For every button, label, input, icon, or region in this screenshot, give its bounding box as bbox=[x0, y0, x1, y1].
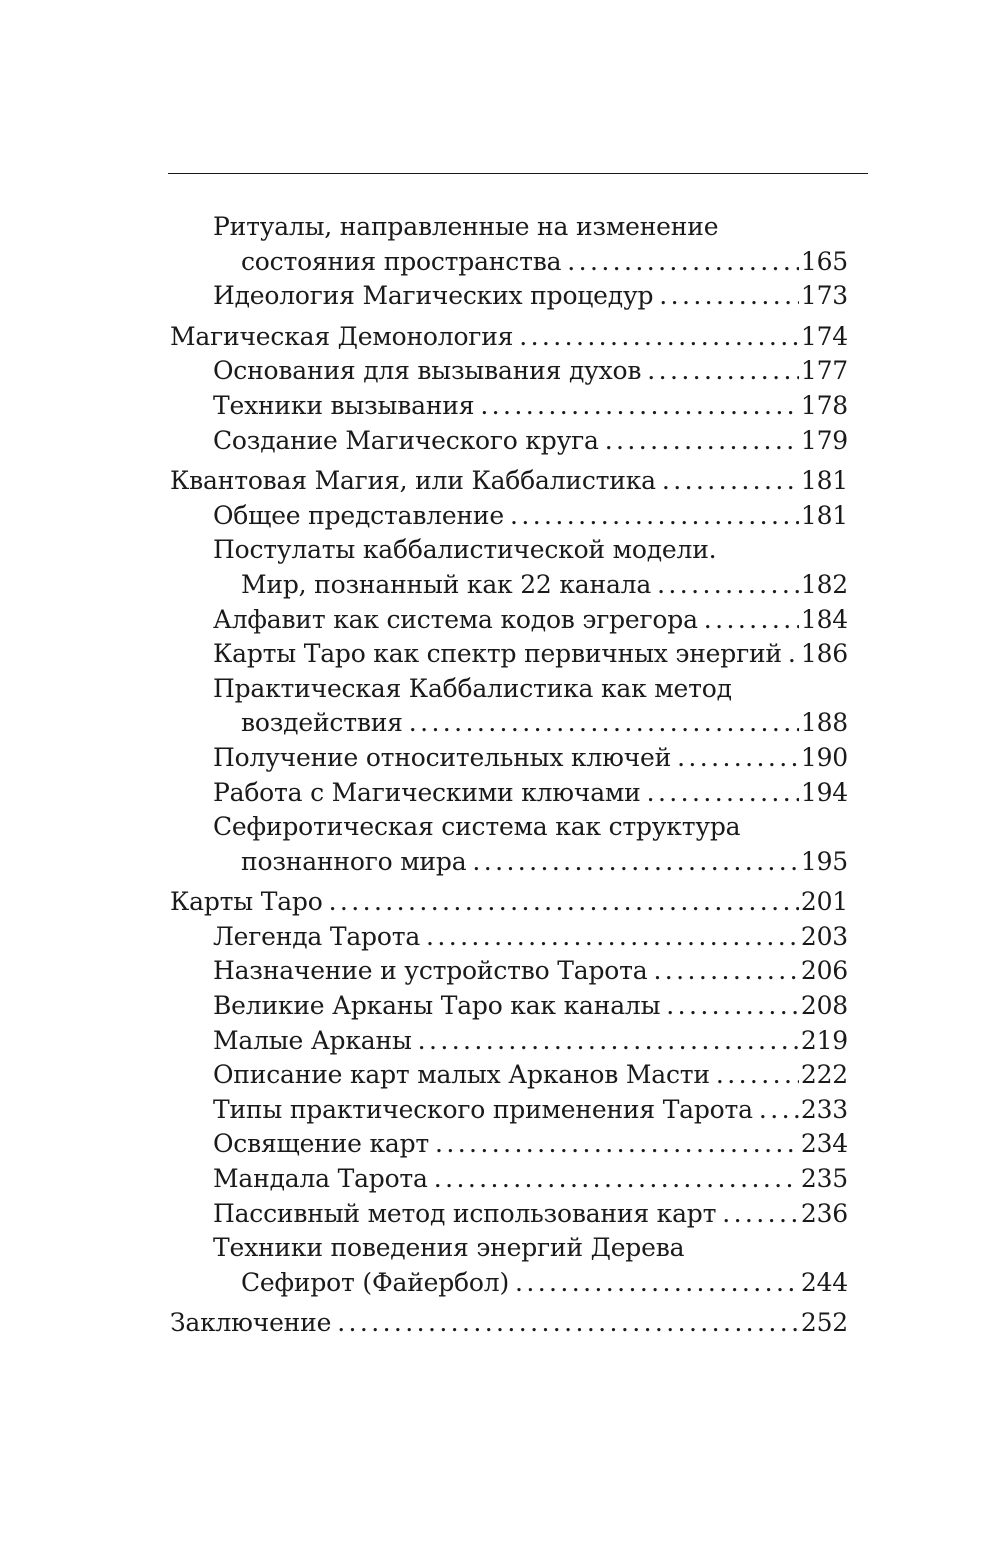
toc-leader-dots bbox=[659, 279, 799, 314]
toc-entry bbox=[170, 920, 848, 955]
toc-entry-title: Мандала Тарота bbox=[213, 1164, 428, 1194]
toc-entry-title: Типы практического применения Тарота bbox=[213, 1094, 753, 1124]
toc-page-number: 182 bbox=[800, 569, 848, 599]
toc-entry bbox=[170, 1127, 848, 1162]
toc-page-number: 190 bbox=[800, 742, 848, 772]
toc-entry-title: Описание карт малых Арканов Масти bbox=[213, 1060, 710, 1090]
toc-page-number: 235 bbox=[800, 1164, 848, 1194]
toc-entry bbox=[170, 989, 848, 1024]
toc-entry-title: Квантовая Магия, или Каббалистика bbox=[170, 466, 656, 496]
toc-entry-title: Легенда Тарота bbox=[213, 921, 421, 951]
toc-entry bbox=[170, 464, 848, 499]
toc-entry bbox=[170, 845, 848, 880]
toc-entry bbox=[170, 389, 848, 424]
toc-page-number: 173 bbox=[800, 281, 848, 311]
toc-entry-title: Назначение и устройство Тарота bbox=[213, 956, 648, 986]
toc-page-number: 222 bbox=[800, 1060, 848, 1090]
toc-leader-dots bbox=[647, 354, 799, 389]
toc-leader-dots bbox=[426, 920, 799, 955]
toc-leader-dots bbox=[677, 741, 799, 776]
toc-entry-title: Основания для вызывания духов bbox=[213, 356, 642, 386]
toc-entry-title: Карты Таро bbox=[170, 887, 323, 917]
toc-entry bbox=[170, 210, 848, 245]
toc-entry bbox=[170, 245, 848, 280]
toc-entry bbox=[170, 1231, 848, 1266]
toc-leader-dots bbox=[704, 603, 799, 638]
toc-page-number: 206 bbox=[800, 956, 848, 986]
toc-page-number: 252 bbox=[800, 1308, 848, 1338]
toc-page-number: 177 bbox=[800, 356, 848, 386]
toc-entry bbox=[170, 1197, 848, 1232]
toc-entry bbox=[170, 706, 848, 741]
toc-entry-title: Малые Арканы bbox=[213, 1025, 412, 1055]
toc-leader-dots bbox=[480, 389, 799, 424]
toc-entry bbox=[170, 533, 848, 568]
toc-entry bbox=[170, 810, 848, 845]
toc-entry-title: Мир, познанный как 22 канала bbox=[241, 569, 652, 599]
toc-entry-title: Пассивный метод использования карт bbox=[213, 1198, 717, 1228]
toc-entry bbox=[170, 637, 848, 672]
toc-page-number: 234 bbox=[800, 1129, 848, 1159]
toc-entry-title: Ритуалы, направленные на изменение bbox=[213, 212, 719, 241]
toc-page-number: 181 bbox=[800, 500, 848, 530]
toc-leader-dots bbox=[662, 464, 799, 499]
toc-page-number: 179 bbox=[800, 425, 848, 455]
toc-leader-dots bbox=[418, 1024, 799, 1059]
toc-entry-title: Сефирот (Файербол) bbox=[241, 1267, 509, 1297]
toc-page-number: 219 bbox=[800, 1025, 848, 1055]
toc-leader-dots bbox=[567, 245, 799, 280]
header-rule bbox=[168, 173, 868, 174]
toc-page-number: 188 bbox=[800, 708, 848, 738]
toc-entry bbox=[170, 1306, 848, 1341]
toc-page-number: 181 bbox=[800, 466, 848, 496]
toc-entry bbox=[170, 279, 848, 314]
toc-entry-title: Техники вызывания bbox=[213, 390, 475, 420]
toc-entry bbox=[170, 1093, 848, 1128]
toc-entry-title: состояния пространства bbox=[241, 246, 562, 276]
toc-leader-dots bbox=[657, 568, 799, 603]
toc-entry bbox=[170, 1058, 848, 1093]
toc-entry bbox=[170, 603, 848, 638]
toc-leader-dots bbox=[515, 1266, 799, 1301]
toc-entry bbox=[170, 424, 848, 459]
toc-page-number: 203 bbox=[800, 921, 848, 951]
toc-entry-title: Карты Таро как спектр первичных энергий bbox=[213, 639, 782, 669]
toc-entry-title: Получение относительных ключей bbox=[213, 742, 672, 772]
toc-entry bbox=[170, 885, 848, 920]
toc-leader-dots bbox=[434, 1162, 799, 1197]
toc-entry-title: Техники поведения энергий Дерева bbox=[213, 1233, 685, 1263]
toc-entry bbox=[170, 954, 848, 989]
toc-page-number: 186 bbox=[800, 639, 848, 669]
toc-entry bbox=[170, 1266, 848, 1301]
toc-leader-dots bbox=[666, 989, 799, 1024]
toc-entry-title: Великие Арканы Таро как каналы bbox=[213, 991, 661, 1021]
toc-entry-title: Практическая Каббалистика как метод bbox=[213, 673, 732, 703]
toc-leader-dots bbox=[653, 954, 798, 989]
toc-leader-dots bbox=[759, 1093, 799, 1128]
toc-entry bbox=[170, 1162, 848, 1197]
toc-entry-title: Освящение карт bbox=[213, 1129, 430, 1159]
toc-page-number: 201 bbox=[800, 887, 848, 917]
toc-entry bbox=[170, 568, 848, 603]
toc-entry-title: Общее представление bbox=[213, 500, 504, 530]
toc-page-number: 194 bbox=[800, 777, 848, 807]
toc-page-number: 233 bbox=[800, 1094, 848, 1124]
toc-entry-title: Создание Магического круга bbox=[213, 425, 599, 455]
toc-leader-dots bbox=[647, 776, 799, 811]
toc-entry bbox=[170, 776, 848, 811]
toc-leader-dots bbox=[716, 1058, 799, 1093]
toc-entry bbox=[170, 741, 848, 776]
toc-entry bbox=[170, 672, 848, 707]
toc-page-number: 184 bbox=[800, 604, 848, 634]
toc-entry-title: Магическая Демонология bbox=[170, 321, 514, 351]
toc-entry-title: Постулаты каббалистической модели. bbox=[213, 535, 717, 565]
toc-leader-dots bbox=[329, 885, 799, 920]
toc-page-number: 208 bbox=[800, 991, 848, 1021]
toc-leader-dots bbox=[435, 1127, 799, 1162]
toc-entry-title: познанного мира bbox=[241, 846, 467, 876]
toc-entry-title: Работа с Магическими ключами bbox=[213, 777, 641, 807]
toc-leader-dots bbox=[472, 845, 798, 880]
toc-page-number: 165 bbox=[800, 246, 848, 276]
toc-leader-dots bbox=[605, 424, 799, 459]
toc-entry-title: Алфавит как система кодов эгрегора bbox=[213, 604, 698, 634]
toc-leader-dots bbox=[519, 320, 799, 355]
toc-entry-title: Заключение bbox=[170, 1308, 332, 1338]
toc-entry-title: воздействия bbox=[241, 708, 403, 738]
table-of-contents bbox=[170, 210, 848, 1341]
toc-entry bbox=[170, 354, 848, 389]
toc-entry bbox=[170, 499, 848, 534]
toc-entry-title: Идеология Магических процедур bbox=[213, 281, 654, 311]
toc-page-number: 244 bbox=[800, 1267, 848, 1297]
toc-entry-title: Сефиротическая система как структура bbox=[213, 812, 741, 842]
toc-page-number: 174 bbox=[800, 321, 848, 351]
toc-entry bbox=[170, 320, 848, 355]
toc-page-number: 236 bbox=[800, 1198, 848, 1228]
toc-leader-dots bbox=[337, 1306, 799, 1341]
toc-leader-dots bbox=[409, 706, 799, 741]
toc-entry bbox=[170, 1024, 848, 1059]
toc-leader-dots bbox=[510, 499, 799, 534]
toc-leader-dots bbox=[722, 1197, 799, 1232]
toc-page-number: 178 bbox=[800, 390, 848, 420]
toc-leader-dots bbox=[788, 637, 799, 672]
toc-page-number: 195 bbox=[800, 846, 848, 876]
